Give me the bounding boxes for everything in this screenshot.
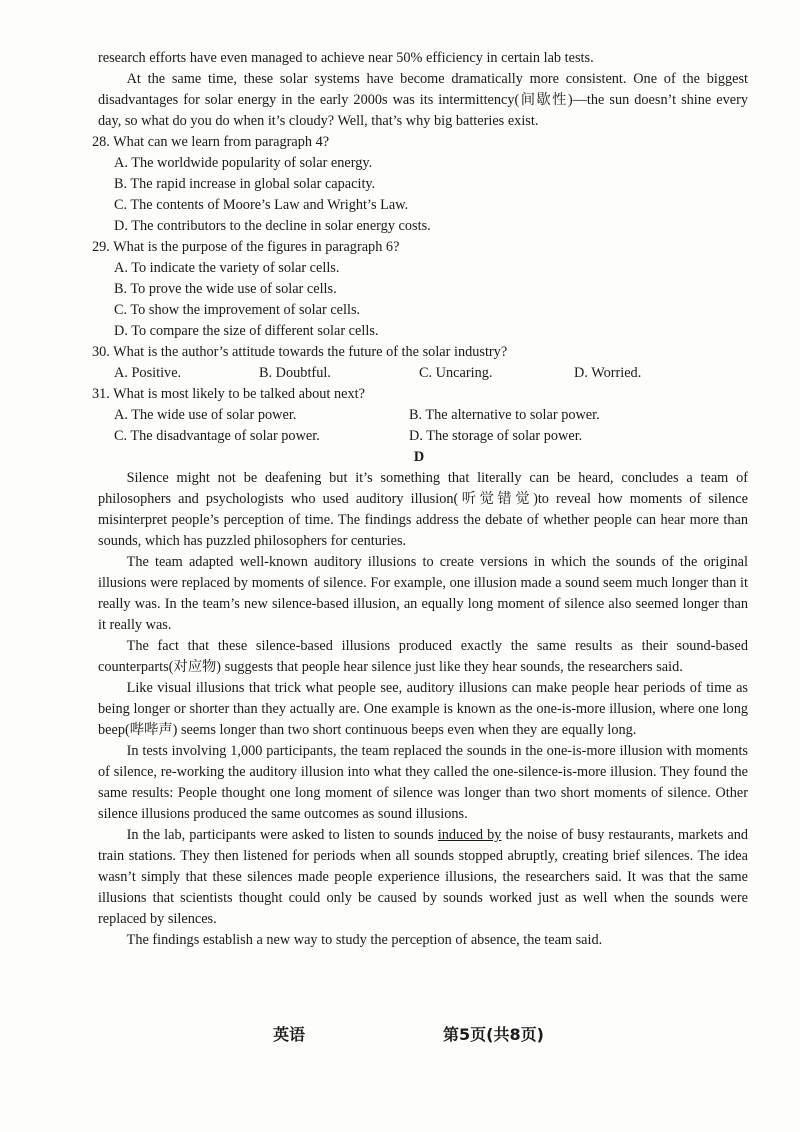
section-heading: D	[413, 449, 425, 465]
option-a: A. To indicate the variety of solar cells.	[114, 260, 340, 276]
options-row	[98, 405, 748, 426]
text-run: the noise of busy restaurants, markets and train stations. They then listened for periods when all sounds stopped abruptly, creating brief silences. The idea wasn’t simply that these silences made people experience illusions, the researchers said. It was that the same illusions that scientists thought could only be caused by sounds worked just as well when the sounds were replaced by silences.	[98, 827, 748, 927]
option-c: C. The contents of Moore’s Law and Wright’s Law.	[114, 197, 409, 213]
option-c: C. To show the improvement of solar cells.	[114, 302, 361, 318]
page-content	[92, 48, 748, 951]
option-c: C. Uncaring.	[419, 365, 493, 381]
underlined-phrase: induced by	[437, 827, 502, 843]
passage-paragraph-7: The findings establish a new way to study the perception of absence, the team said.	[126, 932, 603, 948]
passage-paragraph-4: Like visual illusions that trick what people see, auditory illusions can make people hear periods of time as being longer or shorter than they actually are. One example is known as the one-is-more illusion, where one long beep(哔哔声) seems longer than two short continuous beeps even when they are equally long.	[98, 680, 748, 738]
option-b: B. To prove the wide use of solar cells.	[114, 281, 337, 297]
text-run: In the lab, participants were asked to listen to sounds	[126, 827, 438, 843]
options-row	[98, 363, 748, 384]
option-d: D. The contributors to the decline in solar energy costs.	[114, 218, 431, 234]
subject-label: 英语	[273, 1025, 306, 1044]
question-stem: 31. What is most likely to be talked about next?	[92, 386, 365, 402]
option-b: B. Doubtful.	[259, 365, 331, 381]
question-stem: 30. What is the author’s attitude towards the future of the solar industry?	[92, 344, 508, 360]
option-c: C. The disadvantage of solar power.	[114, 428, 320, 444]
options-row	[98, 426, 748, 447]
option-d: D. To compare the size of different solar cells.	[114, 323, 379, 339]
passage-paragraph-1: Silence might not be deafening but it’s something that literally can be heard, concludes a team of philosophers and psychologists who used auditory illusion(听觉错觉)to reveal how moments of silence misinterpret people’s perception of time. The findings address the debate of whether people can hear more than sounds, which has puzzled philosophers for centuries.	[98, 470, 748, 549]
option-b: B. The alternative to solar power.	[409, 407, 600, 423]
option-a: A. The worldwide popularity of solar energy.	[114, 155, 373, 171]
option-a: A. Positive.	[114, 365, 182, 381]
option-d: D. The storage of solar power.	[409, 428, 583, 444]
page-number: 第5页(共8页)	[443, 1025, 544, 1044]
option-d: D. Worried.	[574, 365, 642, 381]
question-stem: 29. What is the purpose of the figures in paragraph 6?	[92, 239, 400, 255]
option-b: B. The rapid increase in global solar capacity.	[114, 176, 376, 192]
question-29	[92, 237, 748, 342]
question-31	[92, 384, 748, 447]
intro-paragraph: At the same time, these solar systems have become dramatically more consistent. One of the biggest disadvantages for solar energy in the early 2000s was its intermittency(间歇性)—the sun doesn’t shine every day, so what do you do when it’s cloudy? Well, that’s why big batteries exist.	[98, 71, 748, 129]
passage-paragraph-3: The fact that these silence-based illusions produced exactly the same results as their sound-based counterparts(对应物) suggests that people hear silence just like they hear sounds, the researchers said.	[98, 638, 748, 675]
question-stem: 28. What can we learn from paragraph 4?	[92, 134, 330, 150]
passage-paragraph-5: In tests involving 1,000 participants, the team replaced the sounds in the one-is-more illusion with moments of silence, re-working the auditory illusion into what they called the one-silence-is-more illusion. They found the same results: People thought one long moment of silence was longer than two short moments of silence. Other silence illusions produced the same outcomes as sound illusions.	[98, 743, 748, 822]
option-a: A. The wide use of solar power.	[114, 407, 297, 423]
passage-paragraph-2: The team adapted well-known auditory illusions to create versions in which the sounds of the original illusions were replaced by moments of silence. For example, one illusion made a sound seem much longer than it really was. In the team’s new silence-based illusion, an equally long moment of silence also seemed longer than it really was.	[98, 554, 748, 633]
question-30	[92, 342, 748, 384]
intro-line: research efforts have even managed to achieve near 50% efficiency in certain lab tests.	[98, 50, 594, 66]
passage-paragraph-6	[98, 825, 748, 930]
question-28	[92, 132, 748, 237]
